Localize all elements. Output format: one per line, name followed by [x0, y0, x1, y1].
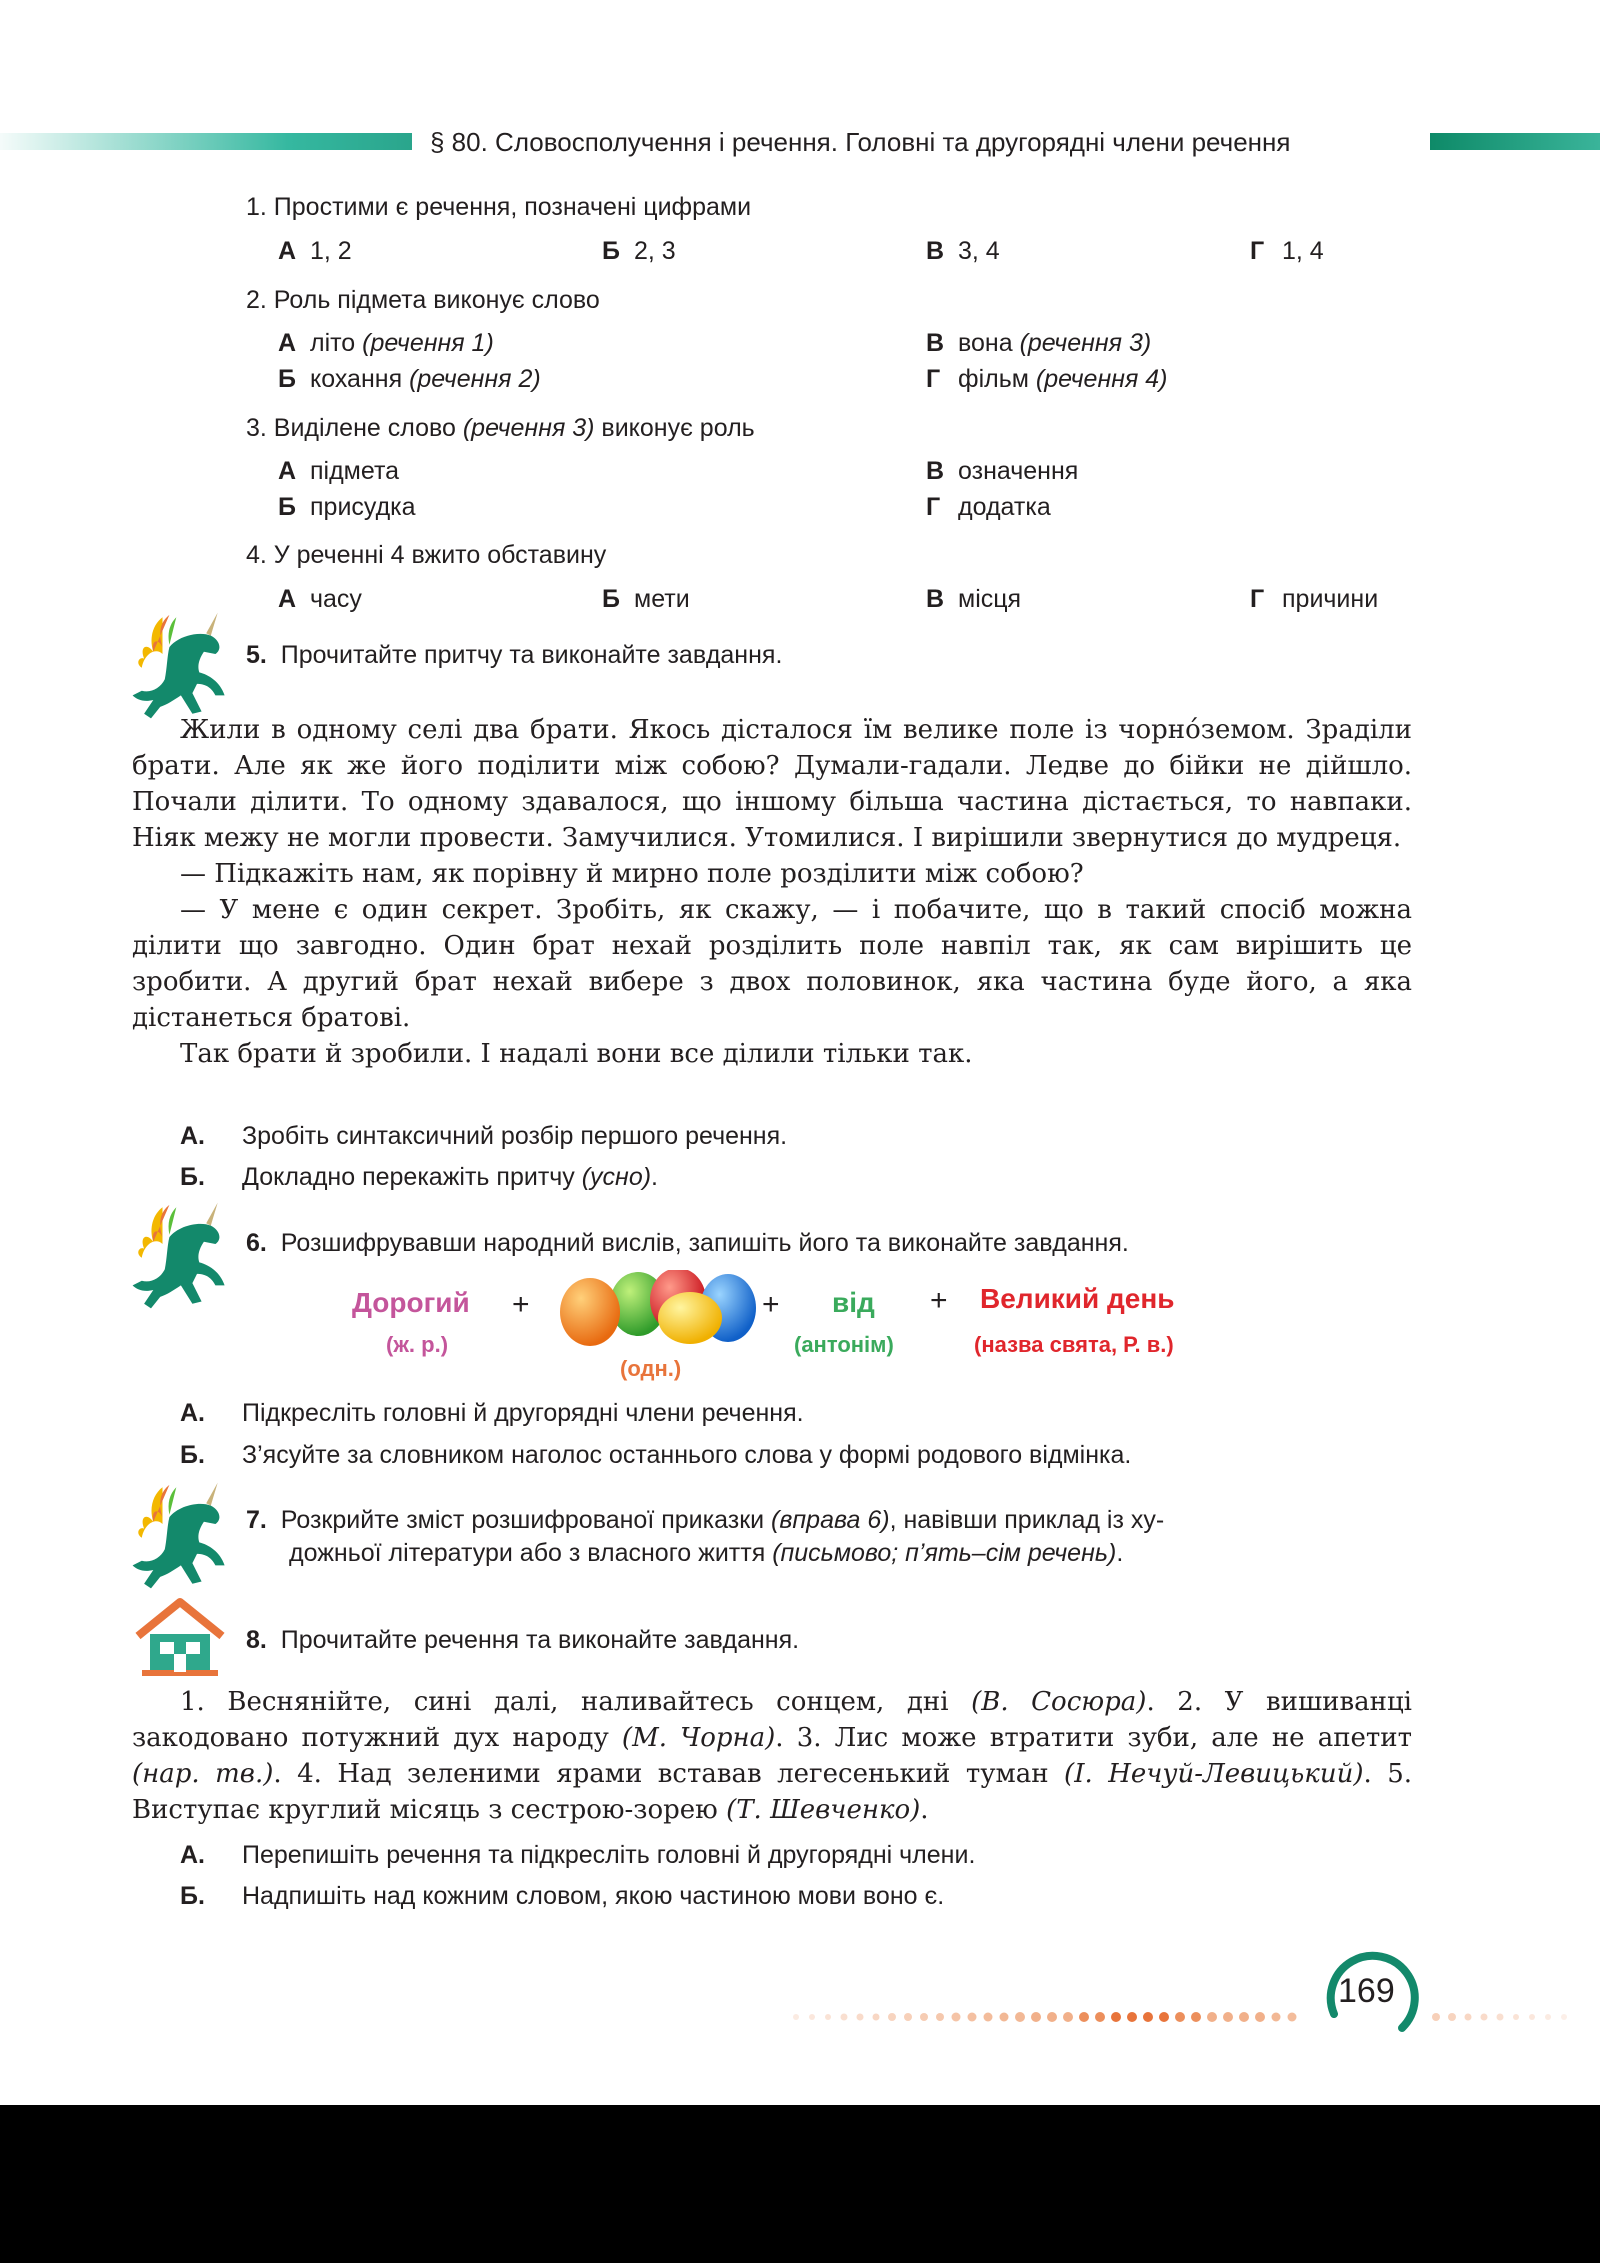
test-option: Б 2, 3 — [602, 237, 676, 265]
task-7-line-2: дожньої літератури або з власного життя (письмово; п’ять–сім речень). — [289, 1539, 1124, 1567]
plus-sign: + — [762, 1288, 780, 1321]
subtask-a: А. Зробіть синтаксичний розбір першого речення. — [180, 1122, 788, 1150]
test-question-2: 2. Роль підмета виконує слово — [246, 286, 600, 314]
section-title: § 80. Словосполучення і речення. Головні та другорядні члени речення — [430, 127, 1291, 157]
sentences-text: 1. Веснянійте, сині далі, наливайтесь сонцем, дні (В. Сосюра). 2. У вишиванці закодовано потужний дух народу (М. Чорна). 3. Лис може втратити зуби, але не апетит (нар. тв.). 4. Над зеленими ярами вставав легесенький туман (І. Нечуй-Левицький). 5. Виступає круглий місяць з сестрою-зорею (Т. Шевченко). — [132, 1687, 1413, 1825]
sentence-source: (нар. тв.) — [132, 1759, 274, 1789]
puzzle-word-4: Великий день — [980, 1283, 1175, 1314]
puzzle-note-1: (ж. р.) — [386, 1332, 449, 1357]
parable-paragraph: — Підкажіть нам, як порівну й мирно поле розділити між собою? — [180, 859, 1084, 889]
sentence-source: (І. Нечуй-Левицький) — [1064, 1759, 1364, 1789]
unicorn-icon — [128, 1198, 243, 1313]
unicorn-icon — [128, 1478, 243, 1593]
page-number: 169 — [1338, 1972, 1395, 2010]
puzzle-note-4: (назва свята, Р. в.) — [974, 1332, 1174, 1357]
subtask-b: Б. Надпишіть над кожним словом, якою частиною мови воно є. — [180, 1882, 945, 1910]
test-option: Г причини — [1250, 585, 1379, 613]
test-question-3: 3. Виділене слово (речення 3) виконує роль — [246, 414, 755, 442]
task-5-heading: 5. Прочитайте притчу та виконайте завдання. — [246, 641, 783, 669]
puzzle-note-3: (антонім) — [794, 1332, 894, 1357]
test-option: А літо (речення 1) — [278, 329, 494, 357]
test-question-4: 4. У реченні 4 вжито обставину — [246, 541, 607, 569]
sentence: 5. Виступає круглий місяць з сестрою-зорею — [132, 1759, 1413, 1825]
test-option: В вона (речення 3) — [926, 329, 1152, 357]
task-8-heading: 8. Прочитайте речення та виконайте завдання. — [246, 1626, 800, 1654]
decorative-dots — [790, 2011, 1580, 2023]
subtask-a: А. Підкресліть головні й другорядні члени речення. — [180, 1399, 804, 1427]
parable-paragraph: Жили в одному селі два брати. Якось дісталося їм велике поле із чорно́земом. Зрадiли брати. Але як же його поділити між собою? Думали-гадали. Ледве до бійки не дійшло. Почали ділити. То одному здавалося, що іншому більша частина дістається, то навпаки. Ніяк межу не могли провести. Замучилися. Утомилися. І вирішили звернутися до мудреця. — [132, 715, 1412, 853]
sentence: 4. Над зеленими ярами вставав легесенький туман — [297, 1759, 1065, 1789]
house-icon — [134, 1598, 226, 1678]
sentence: 1. Веснянійте, сині далі, наливайтесь сонцем, дні — [180, 1687, 972, 1717]
puzzle-note-2: (одн.) — [620, 1356, 682, 1381]
subtask-b: Б. Докладно перекажіть притчу (усно). — [180, 1163, 658, 1191]
header-bar-right — [1430, 133, 1600, 150]
unicorn-icon — [128, 608, 243, 723]
test-option: В 3, 4 — [926, 237, 1000, 265]
easter-eggs-icon — [556, 1270, 762, 1350]
test-option: Г додатка — [926, 493, 1051, 521]
sentence-source: (В. Сосюра) — [971, 1687, 1147, 1717]
header-bar-left — [0, 133, 412, 150]
sentence-source: (Т. Шевченко) — [726, 1795, 921, 1825]
test-option: Б кохання (речення 2) — [278, 365, 541, 393]
test-option: В означення — [926, 457, 1079, 485]
sentence-source: (М. Чорна) — [621, 1723, 776, 1753]
sentence: 2. У вишиванці закодовано потужний дух народу — [132, 1687, 1412, 1753]
puzzle-word-1: Дорогий — [352, 1287, 470, 1318]
subtask-b: Б. З’ясуйте за словником наголос останнього слова у формі родового відмінка. — [180, 1441, 1132, 1469]
task-6-heading: 6. Розшифрувавши народний вислів, запишіть його та виконайте завдання. — [246, 1229, 1129, 1257]
parable-paragraph: — У мене є один секрет. Зробіть, як скажу, — і побачите, що в такий спосіб можна ділити що завгодно. Один брат нехай розділить поле навпіл так, як сам вирішить це зробити. А другий брат нехай вибере з двох половинок, яка частина буде його, а яка дістанеться братові. — [132, 895, 1412, 1033]
test-option: А часу — [278, 585, 362, 613]
test-option: А 1, 2 — [278, 237, 352, 265]
test-option: Г фільм (речення 4) — [926, 365, 1168, 393]
test-option: Б присудка — [278, 493, 416, 521]
test-option: Г 1, 4 — [1250, 237, 1324, 265]
test-question-1: 1. Простими є речення, позначені цифрами — [246, 193, 752, 221]
sentence: 3. Лис може втратити зуби, але не апетит — [796, 1723, 1413, 1753]
test-option: В місця — [926, 585, 1022, 613]
parable-paragraph: Так брати й зробили. І надалі вони все ділили тільки так. — [180, 1039, 973, 1069]
bottom-black-band — [0, 2105, 1600, 2263]
test-option: Б мети — [602, 585, 690, 613]
plus-sign: + — [930, 1284, 948, 1317]
task-7-line-1: 7. Розкрийте зміст розшифрованої приказки (вправа 6), навівши приклад із ху- — [246, 1506, 1165, 1534]
puzzle-word-3: від — [832, 1287, 875, 1318]
parable-text — [132, 712, 1412, 1072]
subtask-a: А. Перепишіть речення та підкресліть головні й другорядні члени. — [180, 1841, 976, 1869]
test-option: А підмета — [278, 457, 400, 485]
plus-sign: + — [512, 1288, 530, 1321]
